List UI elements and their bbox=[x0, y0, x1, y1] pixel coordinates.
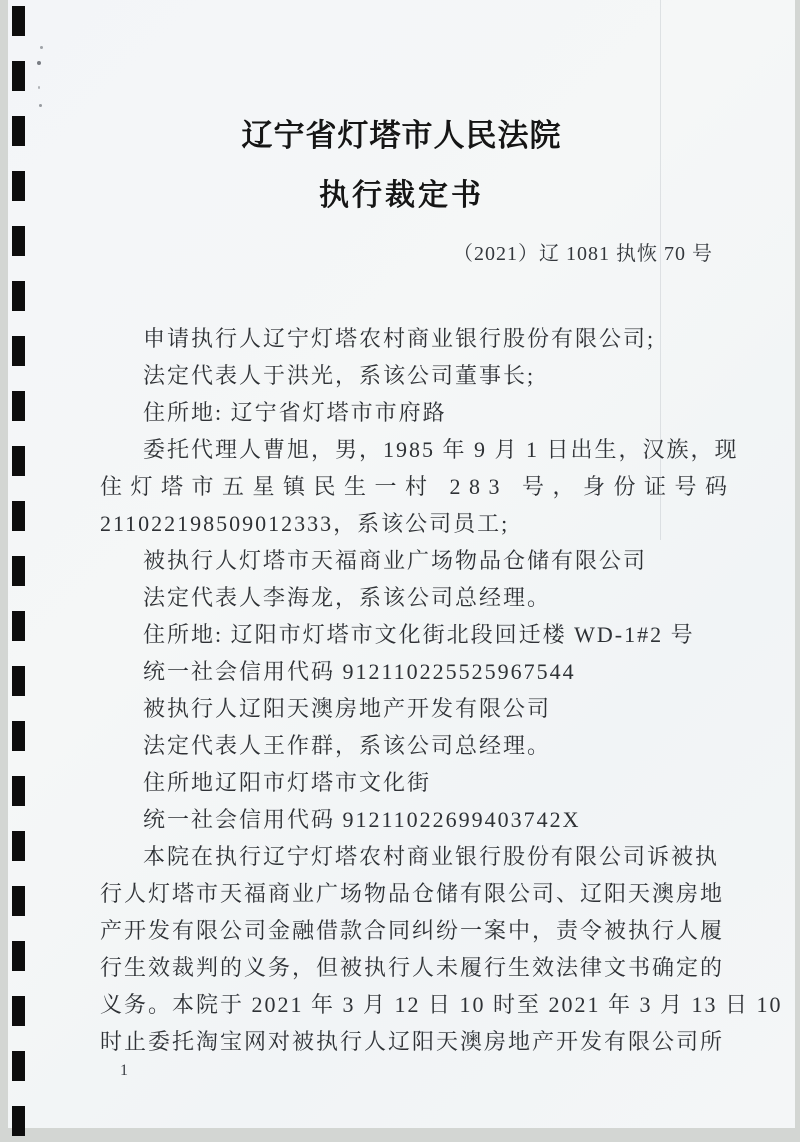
text-line: 住所地辽阳市灯塔市文化街 bbox=[143, 770, 432, 795]
document-title: 执行裁定书 bbox=[319, 179, 484, 212]
case-number: （2021）辽 1081 执恢 70 号 bbox=[453, 243, 713, 265]
text-line: 行生效裁判的义务，但被执行人未履行生效法律文书确定的 bbox=[100, 955, 725, 980]
text-line: 法定代表人李海龙，系该公司总经理。 bbox=[143, 585, 552, 610]
text-line: 住灯塔市五星镇民生一村 283 号，身份证号码 bbox=[100, 474, 736, 499]
text-line: 211022198509012333，系该公司员工; bbox=[100, 511, 510, 536]
text-line: 产开发有限公司金融借款合同纠纷一案中，责令被执行人履 bbox=[100, 918, 725, 943]
scan-speck bbox=[39, 104, 42, 107]
text-line: 义务。本院于 2021 年 3 月 12 日 10 时至 2021 年 3 月 13 日 10 bbox=[100, 992, 783, 1017]
scan-speck bbox=[37, 61, 41, 65]
document-page bbox=[8, 0, 795, 1128]
text-line: 法定代表人王作群，系该公司总经理。 bbox=[143, 733, 552, 758]
text-line: 统一社会信用代码 91211022699403742X bbox=[143, 807, 581, 832]
text-line: 申请执行人辽宁灯塔农村商业银行股份有限公司; bbox=[143, 326, 656, 351]
text-line: 被执行人灯塔市天福商业广场物品仓储有限公司 bbox=[143, 548, 648, 573]
text-line: 行人灯塔市天福商业广场物品仓储有限公司、辽阳天澳房地 bbox=[100, 881, 725, 906]
text-line: 住所地: 辽宁省灯塔市市府路 bbox=[143, 400, 447, 425]
document-body bbox=[100, 320, 783, 1060]
text-line: 被执行人辽阳天澳房地产开发有限公司 bbox=[143, 696, 552, 721]
text-line: 住所地: 辽阳市灯塔市文化街北段回迁楼 WD-1#2 号 bbox=[143, 622, 695, 647]
text-line: 统一社会信用代码 912110225525967544 bbox=[143, 659, 576, 684]
court-name: 辽宁省灯塔市人民法院 bbox=[241, 118, 562, 153]
scan-speck bbox=[40, 46, 43, 49]
scan-speck bbox=[38, 86, 40, 89]
page-number: 1 bbox=[120, 1062, 128, 1079]
text-line: 时止委托淘宝网对被执行人辽阳天澳房地产开发有限公司所 bbox=[100, 1029, 725, 1054]
binding-holes bbox=[12, 6, 25, 1136]
text-line: 法定代表人于洪光，系该公司董事长; bbox=[143, 363, 536, 388]
text-line: 本院在执行辽宁灯塔农村商业银行股份有限公司诉被执 bbox=[143, 844, 720, 869]
text-line: 委托代理人曹旭，男，1985 年 9 月 1 日出生，汉族，现 bbox=[143, 437, 739, 462]
